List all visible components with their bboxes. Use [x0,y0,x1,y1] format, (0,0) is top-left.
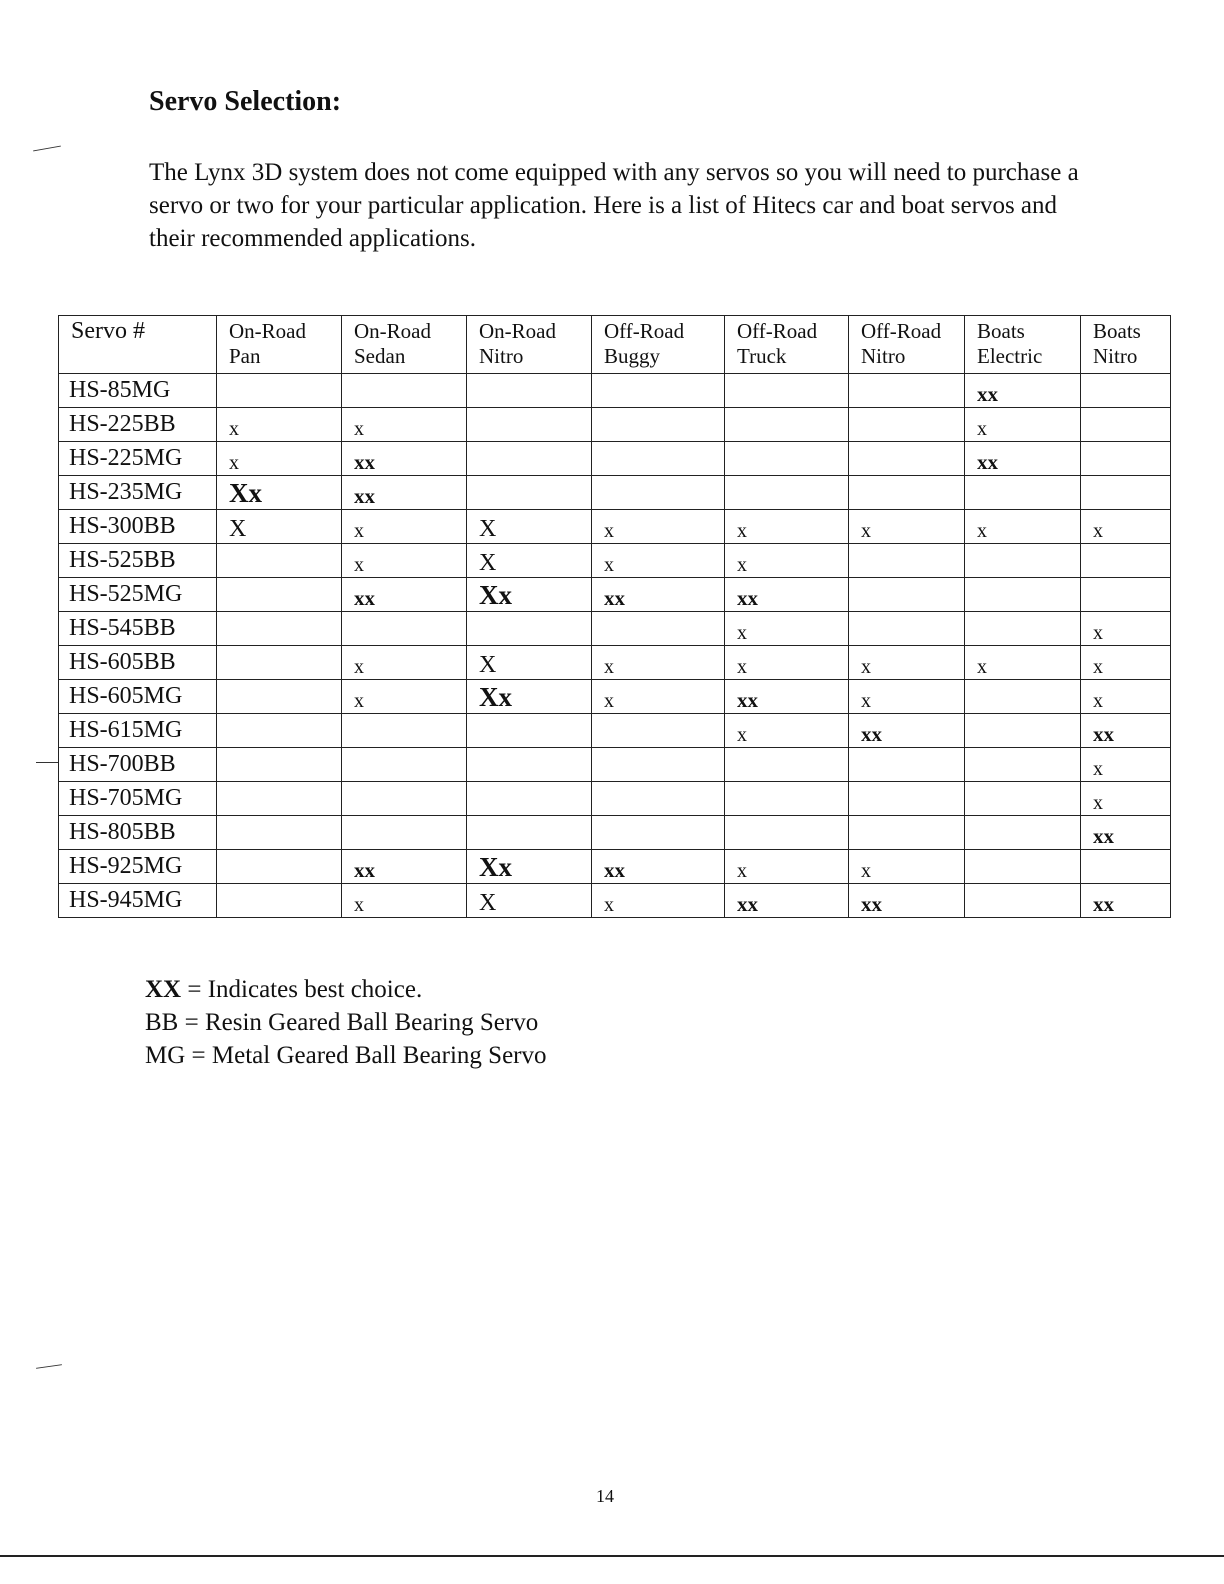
recommendation-cell [725,510,849,544]
legend-text: BB = Resin Geared Ball Bearing Servo [145,1009,539,1036]
recommendation-cell [849,544,965,578]
recommendation-cell [849,816,965,850]
servo-model-cell: HS-805BB [59,816,217,850]
recommendation-cell [592,884,725,918]
recommendation-mark: x [354,554,364,576]
recommendation-mark: x [1093,520,1103,542]
recommendation-cell [592,612,725,646]
recommendation-mark: x [354,690,364,712]
recommendation-cell [342,578,467,612]
recommendation-cell [725,476,849,510]
recommendation-cell [1081,816,1171,850]
recommendation-cell [467,578,592,612]
column-header-line1: Off-Road [861,319,942,343]
recommendation-cell [725,544,849,578]
recommendation-mark: x [977,656,987,678]
recommendation-cell [217,612,342,646]
recommendation-mark: x [737,724,747,746]
recommendation-cell [217,374,342,408]
recommendation-cell [342,782,467,816]
recommendation-cell [467,544,592,578]
recommendation-mark: xx [977,382,998,406]
recommendation-cell [342,680,467,714]
recommendation-cell [217,884,342,918]
page-number: 14 [596,1486,614,1506]
recommendation-mark: xx [1093,824,1114,848]
column-header-line1: On-Road [479,319,556,343]
recommendation-mark: xx [604,858,625,882]
servo-model-cell: HS-300BB [59,510,217,544]
table-row [59,850,1171,884]
recommendation-mark: x [737,520,747,542]
recommendation-cell [342,646,467,680]
recommendation-cell [342,442,467,476]
recommendation-cell [965,408,1081,442]
recommendation-cell [1081,748,1171,782]
scan-mark-top [33,146,61,152]
recommendation-cell [467,816,592,850]
recommendation-mark: x [604,690,614,712]
recommendation-cell [849,510,965,544]
recommendation-cell [217,782,342,816]
recommendation-mark: x [737,656,747,678]
recommendation-cell [592,476,725,510]
recommendation-mark: x [354,894,364,916]
recommendation-cell [467,850,592,884]
recommendation-mark: X [479,890,497,916]
recommendation-cell [965,714,1081,748]
table-row [59,782,1171,816]
recommendation-mark: x [229,452,239,474]
recommendation-mark: xx [1093,722,1114,746]
servo-model-cell: HS-945MG [59,884,217,918]
recommendation-mark: x [354,656,364,678]
servo-model-cell: HS-615MG [59,714,217,748]
table-row [59,748,1171,782]
recommendation-cell [725,816,849,850]
servo-model-cell: HS-545BB [59,612,217,646]
column-header [849,316,965,374]
recommendation-cell [592,748,725,782]
recommendation-cell [592,544,725,578]
scan-mark-mid [36,762,58,763]
recommendation-cell [849,680,965,714]
column-header [965,316,1081,374]
table-row [59,612,1171,646]
recommendation-cell [342,510,467,544]
recommendation-mark: x [861,860,871,882]
table-row [59,408,1171,442]
column-header-line1: Servo # [71,318,145,344]
recommendation-cell [467,442,592,476]
servo-model-cell: HS-85MG [59,374,217,408]
recommendation-cell [725,442,849,476]
page-heading: Servo Selection: [149,86,342,117]
column-header [59,316,217,374]
recommendation-cell [342,850,467,884]
recommendation-cell [725,680,849,714]
recommendation-cell [342,884,467,918]
column-header [725,316,849,374]
recommendation-cell [217,714,342,748]
recommendation-cell [592,510,725,544]
column-header [592,316,725,374]
recommendation-cell [342,544,467,578]
recommendation-cell [217,510,342,544]
recommendation-mark: x [1093,792,1103,814]
recommendation-cell [1081,714,1171,748]
table-row [59,374,1171,408]
legend-key: XX [145,976,182,1003]
column-header-line2: Pan [229,344,261,368]
recommendation-cell [1081,374,1171,408]
recommendation-cell [467,510,592,544]
servo-model-cell: HS-605BB [59,646,217,680]
recommendation-mark: x [861,656,871,678]
recommendation-mark: xx [354,858,375,882]
column-header [342,316,467,374]
recommendation-mark: x [977,418,987,440]
column-header-line2: Nitro [1093,344,1138,368]
recommendation-mark: xx [737,892,758,916]
recommendation-cell [1081,408,1171,442]
recommendation-cell [965,578,1081,612]
recommendation-cell [1081,442,1171,476]
servo-model-cell: HS-225BB [59,408,217,442]
recommendation-cell [467,748,592,782]
legend [145,973,547,1072]
recommendation-cell [725,884,849,918]
legend-text: = Indicates best choice. [181,976,423,1003]
recommendation-mark: x [229,418,239,440]
recommendation-cell [342,714,467,748]
footer-rule [0,1555,1224,1557]
recommendation-cell [467,680,592,714]
recommendation-mark: X [479,516,497,542]
recommendation-cell [592,578,725,612]
column-header-line2: Nitro [479,344,524,368]
recommendation-mark: x [604,894,614,916]
servo-model-cell: HS-525MG [59,578,217,612]
recommendation-cell [849,884,965,918]
servo-selection-table [58,315,1171,918]
recommendation-cell [217,408,342,442]
table-header-row [59,316,1171,374]
recommendation-mark: x [737,860,747,882]
recommendation-cell [849,612,965,646]
recommendation-cell [467,646,592,680]
recommendation-cell [725,850,849,884]
recommendation-cell [965,782,1081,816]
recommendation-cell [217,442,342,476]
recommendation-cell [725,646,849,680]
servo-model-cell: HS-925MG [59,850,217,884]
column-header-line1: Boats [977,319,1025,343]
scan-mark-bottom [36,1364,62,1369]
recommendation-cell [849,646,965,680]
recommendation-mark: x [354,520,364,542]
recommendation-cell [965,612,1081,646]
recommendation-cell [592,714,725,748]
recommendation-cell [592,408,725,442]
recommendation-cell [725,612,849,646]
recommendation-cell [1081,884,1171,918]
table-row [59,544,1171,578]
column-header-line2: Nitro [861,344,906,368]
recommendation-cell [467,408,592,442]
table-row [59,680,1171,714]
legend-item [145,1039,547,1072]
recommendation-mark: x [737,622,747,644]
column-header-line2: Sedan [354,344,406,368]
recommendation-cell [849,408,965,442]
column-header-line2: Buggy [604,344,661,368]
intro-paragraph: The Lynx 3D system does not come equipped with any servos so you will need to purchase a servo or two for your particular application. Here is a list of Hitecs car and boat servos and their recommended applications. [149,159,1079,252]
servo-model-cell: HS-605MG [59,680,217,714]
recommendation-cell [342,476,467,510]
recommendation-mark: xx [1093,892,1114,916]
recommendation-cell [965,884,1081,918]
recommendation-mark: X [229,516,247,542]
recommendation-mark: xx [737,586,758,610]
recommendation-cell [965,476,1081,510]
recommendation-cell [849,748,965,782]
recommendation-mark: X [479,652,497,678]
table-row [59,578,1171,612]
table-row [59,476,1171,510]
recommendation-cell [592,850,725,884]
column-header-line1: On-Road [229,319,306,343]
recommendation-cell [217,476,342,510]
recommendation-cell [467,612,592,646]
recommendation-cell [592,646,725,680]
recommendation-cell [849,850,965,884]
recommendation-mark: xx [861,722,882,746]
servo-model-cell: HS-700BB [59,748,217,782]
recommendation-mark: x [354,418,364,440]
recommendation-mark: xx [354,450,375,474]
legend-item [145,1006,547,1039]
recommendation-cell [592,782,725,816]
column-header-line1: Off-Road [604,319,685,343]
recommendation-cell [849,714,965,748]
recommendation-cell [1081,544,1171,578]
recommendation-cell [725,374,849,408]
recommendation-mark: xx [604,586,625,610]
recommendation-cell [1081,850,1171,884]
recommendation-cell [965,816,1081,850]
column-header-line2: Electric [977,344,1043,368]
recommendation-cell [965,374,1081,408]
recommendation-cell [342,408,467,442]
recommendation-mark: xx [977,450,998,474]
recommendation-cell [1081,680,1171,714]
recommendation-cell [342,748,467,782]
recommendation-cell [1081,782,1171,816]
legend-item [145,973,547,1006]
recommendation-cell [849,782,965,816]
recommendation-cell [1081,612,1171,646]
recommendation-cell [342,374,467,408]
recommendation-cell [592,816,725,850]
recommendation-cell [725,782,849,816]
recommendation-cell [217,816,342,850]
table-body [59,374,1171,918]
table-row [59,646,1171,680]
recommendation-cell [965,510,1081,544]
column-header [1081,316,1171,374]
recommendation-mark: x [737,554,747,576]
column-header-line1: Boats [1093,319,1141,343]
recommendation-cell [217,850,342,884]
servo-model-cell: HS-235MG [59,476,217,510]
recommendation-cell [592,442,725,476]
recommendation-cell [725,408,849,442]
recommendation-mark: x [1093,622,1103,644]
recommendation-cell [965,544,1081,578]
recommendation-cell [1081,476,1171,510]
recommendation-mark: xx [354,586,375,610]
recommendation-cell [849,374,965,408]
recommendation-cell [217,748,342,782]
recommendation-mark: x [604,656,614,678]
recommendation-cell [725,714,849,748]
column-header [217,316,342,374]
table-row [59,714,1171,748]
recommendation-cell [849,476,965,510]
recommendation-mark: x [604,520,614,542]
recommendation-cell [217,646,342,680]
table-row [59,510,1171,544]
table-row [59,442,1171,476]
recommendation-cell [217,578,342,612]
recommendation-cell [849,442,965,476]
recommendation-mark: Xx [229,478,262,508]
recommendation-cell [217,680,342,714]
recommendation-cell [467,714,592,748]
recommendation-cell [725,748,849,782]
recommendation-cell [1081,646,1171,680]
servo-model-cell: HS-705MG [59,782,217,816]
recommendation-cell [965,680,1081,714]
recommendation-cell [1081,510,1171,544]
column-header-line1: On-Road [354,319,431,343]
recommendation-cell [342,612,467,646]
column-header-line2: Truck [737,344,787,368]
recommendation-cell [342,816,467,850]
recommendation-mark: Xx [479,682,512,712]
table-row [59,816,1171,850]
recommendation-mark: x [604,554,614,576]
recommendation-mark: x [1093,758,1103,780]
column-header-line1: Off-Road [737,319,818,343]
recommendation-mark: x [1093,690,1103,712]
recommendation-cell [592,680,725,714]
recommendation-cell [467,374,592,408]
recommendation-mark: x [861,520,871,542]
recommendation-cell [965,850,1081,884]
recommendation-mark: x [1093,656,1103,678]
recommendation-mark: x [977,520,987,542]
column-header [467,316,592,374]
recommendation-cell [467,782,592,816]
legend-text: MG = Metal Geared Ball Bearing Servo [145,1042,547,1069]
servo-model-cell: HS-525BB [59,544,217,578]
recommendation-cell [217,544,342,578]
recommendation-cell [849,578,965,612]
recommendation-mark: xx [861,892,882,916]
recommendation-cell [965,442,1081,476]
recommendation-mark: x [861,690,871,712]
servo-model-cell: HS-225MG [59,442,217,476]
recommendation-cell [467,476,592,510]
recommendation-mark: Xx [479,852,512,882]
recommendation-cell [592,374,725,408]
recommendation-mark: xx [737,688,758,712]
recommendation-mark: xx [354,484,375,508]
recommendation-cell [965,646,1081,680]
recommendation-cell [725,578,849,612]
recommendation-cell [1081,578,1171,612]
recommendation-mark: Xx [479,580,512,610]
table-row [59,884,1171,918]
recommendation-mark: X [479,550,497,576]
recommendation-cell [467,884,592,918]
recommendation-cell [965,748,1081,782]
